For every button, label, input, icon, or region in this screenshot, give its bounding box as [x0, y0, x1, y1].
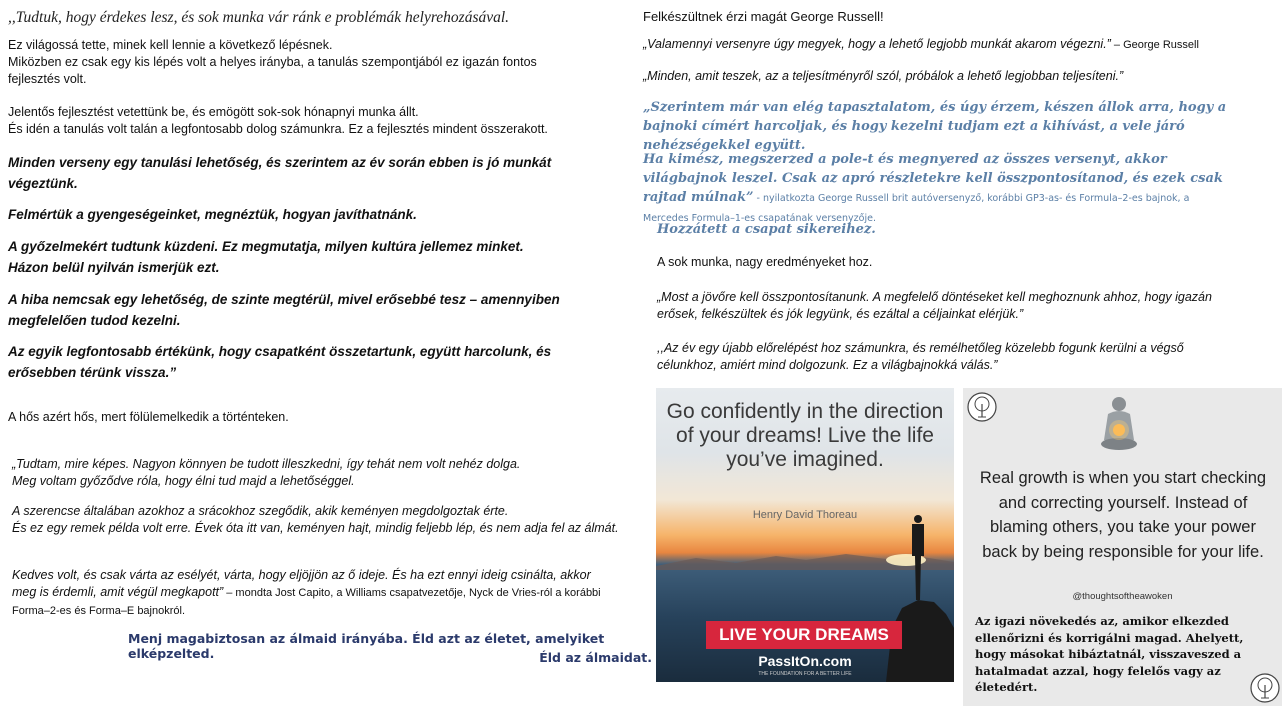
closing-line-2: Éld az álmaidat. — [539, 650, 652, 665]
quote-3-text: Kedves volt, és csak várta az esélyét, várta, hogy eljöjjön az ő ideje. És ha ezt ennyi ideig csinálta, akkor meg is érdemli, amit végül megkapott” — [12, 568, 591, 599]
growth-quote-card — [963, 388, 1282, 706]
passiton-tagline: THE FOUNDATION FOR A BETTER LIFE — [758, 671, 852, 677]
russell-quote-2: „Minden, amit teszek, az a teljesítményről szól, próbálok a lehető legjobban teljesíteni.” — [643, 69, 1124, 83]
left-bold-3a: A győzelmekért tudtunk küzdeni. Ez megmutatja, milyen kultúra jellemez minket. — [8, 239, 524, 254]
russell-quote-4 — [643, 150, 1223, 228]
future-quote: „Most a jövőre kell összpontosítanunk. A megfelelő döntéseket kell meghoznunk ahhoz, hogy igazán erősek, felkészültek és jók legyünk, és ezáltal a céljainkat elérjük.” — [657, 290, 1212, 321]
left-bold-2: Felmértük a gyengeségeinket, megnéztük, hogyan javíthatnánk. — [8, 207, 417, 222]
quote-2a: A szerencse általában azokhoz a srácokhoz szegődik, akik keményen megdolgoztak érte. — [12, 504, 509, 518]
quote-1b: Meg voltam győződve róla, hogy élni tud majd a lehetőséggel. — [12, 474, 355, 488]
quote-2b: És ez egy remek példa volt erre. Évek óta itt van, keményen hajt, mindig feljebb lép, és nem adja fel az álmát. — [12, 521, 619, 535]
poster-author: Henry David Thoreau — [752, 509, 858, 521]
poster-quote: Go confidently in the direction of your dreams! Live the life you’ve imagined. — [666, 400, 944, 471]
live-your-dreams-banner: LIVE YOUR DREAMS — [706, 621, 902, 649]
russell-quote-1-text: „Valamennyi versenyre úgy megyek, hogy a lehető legjobb munkát akarom végezni.” — [643, 37, 1111, 51]
tree-logo-icon-bottom — [1250, 673, 1280, 703]
card-hungarian-translation: Az igazi növekedés az, amikor elkezded ellenőrizni és korrigálni magad. Ahelyett, hogy másokat hibáztatnál, visszaveszed a hatalmadat azzal, hogy felelős vagy az életedért. — [975, 614, 1244, 694]
closing-line-1: Menj magabiztosan az álmaid irányába. Éld azt az életet, amelyiket elképzelted. — [128, 631, 605, 661]
hero-line: A hős azért hős, mert fölülemelkedik a történteken. — [8, 410, 289, 424]
year-quote: ,,Az év egy újabb előrelépést hoz számunkra, és remélhetőleg közelebb fogunk kerülni a végső célunkhoz, amiért mind dolgozunk. Ez a világbajnokká válás.” — [657, 341, 1184, 372]
left-bold-3b: Házon belül nyilván ismerjük ezt. — [8, 260, 220, 275]
russell-quote-4-attribution: - nyilatkozta George Russell brit autóversenyző, korábbi GP3-as- és Formula–2-es bajnok, a Mercedes Formula–1-es csapatának versenyzője. — [643, 193, 1190, 224]
left-p2: Miközben ez csak egy kis lépés volt a helyes irányba, a tanulás szempontjából ez igazán fontos fejlesztés volt. — [8, 55, 537, 86]
left-p1: Ez világossá tette, minek kell lennie a következő lépésnek. — [8, 38, 333, 52]
card-quote: Real growth is when you start checking and correcting yourself. Instead of blaming others, you take your power back by being responsible for your life. — [979, 469, 1267, 561]
buddha-icon — [1099, 392, 1139, 452]
russell-quote-1-attribution: – George Russell — [1110, 39, 1199, 51]
left-title: ,,Tudtuk, hogy érdekes lesz, és sok munka vár ránk e problémák helyrehozásával. — [8, 9, 510, 26]
hard-work-line: A sok munka, nagy eredményeket hoz. — [657, 255, 873, 269]
left-bold-5: Az egyik legfontosabb értékünk, hogy csapatként összetartunk, együtt harcolunk, és erősebben térünk vissza.” — [8, 344, 552, 380]
thoreau-poster — [656, 388, 954, 682]
left-bold-1: Minden verseny egy tanulási lehetőség, és szerintem az év során ebben is jó munkát végeztünk. — [8, 155, 552, 191]
quote-1a: „Tudtam, mire képes. Nagyon könnyen be tudott illeszkedni, így tehát nem volt nehéz dolga. — [12, 457, 521, 471]
russell-heading: Felkészültnek érzi magát George Russell! — [643, 9, 884, 24]
quote-3-attribution: – mondta Jost Capito, a Williams csapatvezetője, Nyck de Vries-ról a korábbi Forma–2-es és Forma–E bajnokról. — [12, 587, 601, 617]
quote-3 — [12, 567, 602, 620]
russell-quote-4-text: Ha kimész, megszerzed a pole-t és megnyered az összes versenyt, akkor világbajnok leszel. Csak az apró részletekre kell összpontosítanod, és ezek csak rajtad múlnak” — [643, 152, 1223, 205]
card-handle: @thoughtsoftheawoken — [1072, 591, 1173, 602]
russell-quote-1 — [643, 36, 1273, 54]
left-bold-4: A hiba nemcsak egy lehetőség, de szinte megtérül, mivel erősebbé tesz – amennyiben megfelelően tudod kezelni. — [8, 292, 560, 328]
team-success-heading: Hozzátett a csapat sikereihez. — [657, 222, 876, 237]
left-p3: Jelentős fejlesztést vetettünk be, és emögött sok-sok hónapnyi munka állt. — [8, 105, 419, 119]
passiton-logo: PassItOn.com — [758, 653, 852, 669]
tree-logo-icon — [967, 392, 997, 422]
russell-quote-3: „Szerintem már van elég tapasztalatom, és úgy érzem, készen állok arra, hogy a bajnoki címért harcoljak, és hogy kezelni tudjam ezt a kihívást, a vele járó nehézségekkel együtt. — [643, 100, 1227, 153]
left-p4: És idén a tanulás volt talán a legfontosabb dolog számunkra. Ez a fejlesztés mindent összerakott. — [8, 122, 548, 136]
